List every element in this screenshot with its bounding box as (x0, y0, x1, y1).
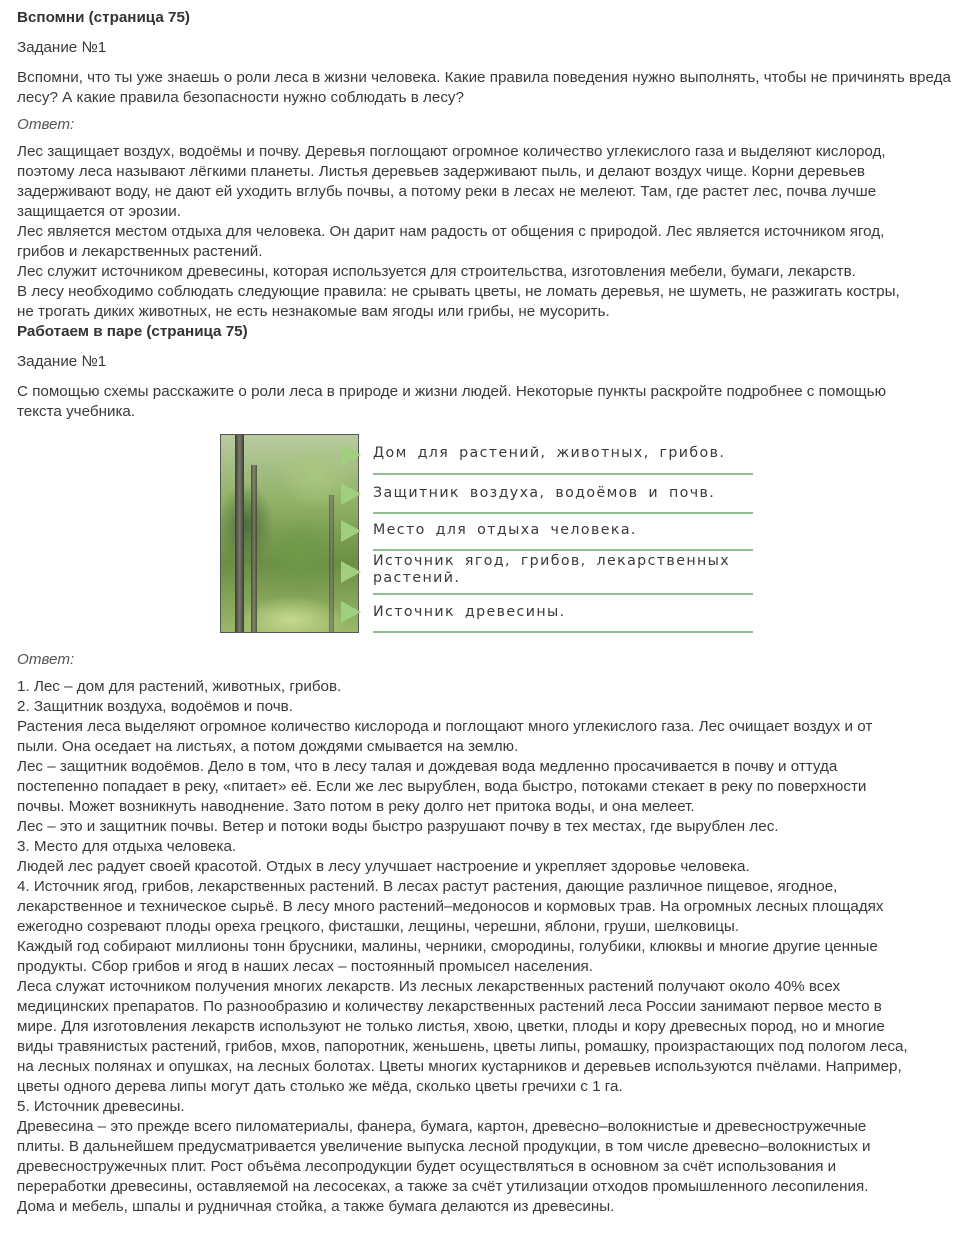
answer-line: Дома и мебель, шпалы и рудничная стойка, а также бумага делаются из древесины. (17, 1198, 615, 1215)
question-text (17, 382, 957, 422)
section-heading-remember: Вспомни (страница 75) (17, 9, 190, 26)
answer-line: Лес служит источником древесины, которая используется для строительства, изготовления мебели, бумаги, лекарств. (17, 263, 856, 280)
answer-line: цветы одного дерева липы могут дать столько же мёда, сколько цветы гречихи с 1 га. (17, 1078, 623, 1095)
question-line: текста учебника. (17, 403, 136, 420)
answer-line: 1. Лес – дом для растений, животных, грибов. (17, 678, 342, 695)
answer-label: Ответ: (17, 116, 75, 133)
answer-line: В лесу необходимо соблюдать следующие правила: не срывать цветы, не ломать деревья, не шуметь, не разжигать костры, (17, 283, 900, 300)
answer-line: защищается от эрозии. (17, 203, 182, 220)
answer-line: лекарственное и техническое сырьё. В лесу много растений–медоносов и кормовых трав. На огромных лесных площадях (17, 898, 884, 915)
arrow-icon (341, 483, 361, 505)
answer-line: медицинских препаратов. По разнообразию и количеству лекарственных растений леса России занимают первое место в (17, 998, 882, 1015)
answer-line: ежегодно созревают плоды ореха грецкого, фисташки, лещины, черешни, яблони, груши, шелковицы. (17, 918, 740, 935)
answer-line: 2. Защитник воздуха, водоёмов и почв. (17, 698, 293, 715)
question-text: Вспомни, что ты уже знаешь о роли леса в жизни человека. Какие правила поведения нужно выполнять, чтобы не причинять вреда лесу? А какие правила безопасности нужно соблюдать в лесу? (17, 69, 951, 106)
answer-line: не трогать диких животных, не есть незнакомые вам ягоды или грибы, не мусорить. (17, 303, 610, 320)
scheme-item-line: Источник ягод, грибов, лекарственных (373, 553, 731, 569)
arrow-icon (341, 561, 361, 583)
answer-line: постепенно попадает в реку, «питает» её. Если же лес вырублен, вода быстро, потоками стекает в реку по поверхности (17, 778, 867, 795)
answer-line: Лес защищает воздух, водоёмы и почву. Деревья поглощают огромное количество углекислого газа и выделяют кислород, (17, 143, 886, 160)
answer-line: Растения леса выделяют огромное количество кислорода и поглощают много углекислого газа. Лес очищает воздух и от (17, 718, 873, 735)
answer-line: Лес – это и защитник почвы. Ветер и потоки воды быстро разрушают почву в тех местах, где вырублен лес. (17, 818, 779, 835)
answer-line: 5. Источник древесины. (17, 1098, 185, 1115)
answer-line: 3. Место для отдыха человека. (17, 838, 237, 855)
answer-line: продукты. Сбор грибов и ягод в наших лесах – постоянный промысел населения. (17, 958, 594, 975)
forest-role-scheme (220, 434, 753, 633)
answer-block (17, 142, 957, 322)
answer-line: Лес является местом отдыха для человека. Он дарит нам радость от общения с природой. Лес является источником ягод, (17, 223, 885, 240)
answer-line: на лесных полянах и опушках, на лесных болотах. Цветы многих кустарников и деревьев используются пчёлами. Например, (17, 1058, 902, 1075)
answer-line: 4. Источник ягод, грибов, лекарственных растений. В лесах растут растения, дающие различное пищевое, ягодное, (17, 878, 838, 895)
section-heading-pair-work: Работаем в паре (страница 75) (17, 323, 248, 340)
answer-line: Людей лес радует своей красотой. Отдых в лесу улучшает настроение и укрепляет здоровье человека. (17, 858, 750, 875)
answer-line: Древесина – это прежде всего пиломатериалы, фанера, бумага, картон, древесно–волокнистые и древесностружечные (17, 1118, 867, 1135)
arrow-icon (341, 601, 361, 623)
answer-line: почвы. Может возникнуть наводнение. Зато потом в реку долго нет притока воды, и она мелеет. (17, 798, 695, 815)
answer-line: плиты. В дальнейшем предусматривается увеличение выпуска лесной продукции, в том числе древесно–волокнистых и (17, 1138, 871, 1155)
scheme-item: Защитник воздуха, водоёмов и почв. (373, 485, 753, 514)
answer-line: задерживают воду, не дают ей уходить вглубь почвы, а потому реки в лесах не мелеют. Там, где растет лес, почва лучше (17, 183, 877, 200)
answer-line: древесностружечных плит. Рост объёма лесопродукции будет осуществляться в основном за счёт использования и (17, 1158, 837, 1175)
answer-line: грибов и лекарственных растений. (17, 243, 263, 260)
arrow-icon (341, 520, 361, 542)
answer-line: виды травянистых растений, грибов, мхов, папоротник, женьшень, цветы липы, ромашку, произрастающих под пологом леса, (17, 1038, 908, 1055)
answer-block (17, 677, 957, 1217)
answer-line: Лес – защитник водоёмов. Дело в том, что в лесу талая и дождевая вода медленно просачивается в почву и оттуда (17, 758, 838, 775)
scheme-item (373, 553, 753, 595)
arrow-icon (341, 444, 361, 466)
task-label: Задание №1 (17, 39, 107, 56)
answer-line: Леса служат источником получения многих лекарств. Из лесных лекарственных растений получают около 40% всех (17, 978, 841, 995)
task-label: Задание №1 (17, 353, 107, 370)
answer-line: поэтому леса называют лёгкими планеты. Листья деревьев задерживают пыль, и делают воздух чище. Корни деревьев (17, 163, 865, 180)
answer-line: Каждый год собирают миллионы тонн брусники, малины, черники, смородины, голубики, клюквы и многие другие ценные (17, 938, 878, 955)
answer-label: Ответ: (17, 651, 75, 668)
scheme-item: Дом для растений, животных, грибов. (373, 445, 753, 475)
answer-line: пыли. Она оседает на листьях, а потом дождями смывается на землю. (17, 738, 519, 755)
question-line: С помощью схемы расскажите о роли леса в природе и жизни людей. Некоторые пункты раскройте подробнее с помощью (17, 383, 886, 400)
scheme-item: Место для отдыха человека. (373, 522, 753, 551)
answer-line: мире. Для изготовления лекарств используют не только листья, хвою, цветки, плоды и кору древесных пород, но и многие (17, 1018, 885, 1035)
answer-line: переработки древесины, оставляемой на лесосеках, а также за счёт утилизации отходов промышленного лесопиления. (17, 1178, 869, 1195)
forest-photo (220, 434, 359, 633)
scheme-item-line: растений. (373, 570, 461, 586)
scheme-item: Источник древесины. (373, 604, 753, 633)
